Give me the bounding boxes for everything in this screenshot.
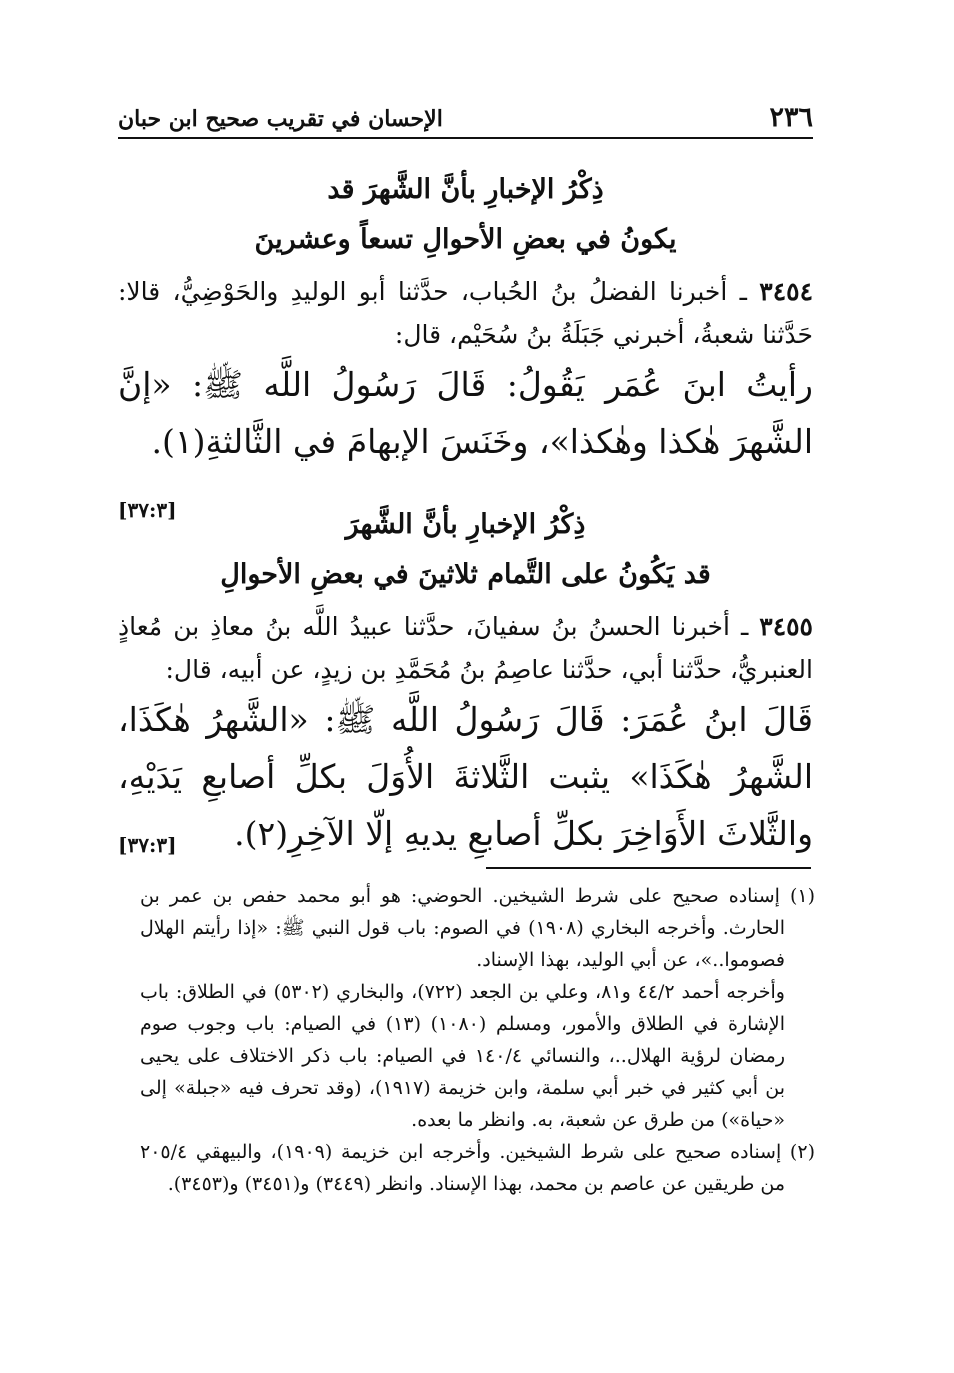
- footnote-1-continued: وأخرجه أحمد ٤٤/٢ و٨١، وعلي بن الجعد (٧٢٢)، والبخاري (٥٣٠٢) في الطلاق: باب الإشارة في الطلاق والأمور، ومسلم (١٠٨٠) (١٣) في الصيام: باب وجوب صوم رمضان لرؤية الهلال..، والنسائي ١٤٠/٤ في الصيام: باب ذكر الاختلاف على يحيى بن أبي كثير في خبر أبي سلمة، وابن خزيمة (١٩١٧)، (وقد تحرف فيه «جبلة» إلى «حياة») من طرق عن شعبة، به. وانظر ما بعده.: [140, 981, 786, 1131]
- matn-text: قَالَ ابنُ عُمَرَ: قَالَ رَسُولُ اللَّه ﷺ: «الشَّهرُ هٰكَذَا، الشَّهرُ هٰكَذَا» يثبت الثَّلاثةَ الأُوَلَ بكلِّ أصابعِ يَدَيْهِ، والثَّلاثَ الأَوَاخِرَ بكلِّ أصابعِ يديهِ إلّا الآخِرِ(٢).: [118, 700, 813, 853]
- hadith-matn: [118, 356, 813, 522]
- chapter-heading-2: [118, 500, 813, 600]
- volume-reference: [٣٧:٣]: [118, 833, 177, 857]
- footnote-divider: [486, 867, 811, 869]
- chapter-heading-line: يكونُ في بعضِ الأحوالِ تسعاً وعشرينَ: [254, 224, 677, 255]
- volume-reference: [٣٧:٣]: [118, 498, 177, 522]
- footnote-1: (١) إسناده صحيح على شرط الشيخين. الحوضي: هو أبو محمد حفص بن عمر بن الحارث. وأخرجه البخاري (١٩٠٨) في الصوم: باب قول النبي ﷺ: «إذا رأيتم الهلال فصوموا..»، عن أبي الوليد، بهذا الإسناد.: [140, 885, 815, 971]
- hadith-isnad: [118, 270, 813, 356]
- hadith-matn: [118, 691, 813, 862]
- matn-text: رأيتُ ابنَ عُمَر يَقُولُ: قَالَ رَسُولُ اللَّه ﷺ: «إنَّ الشَّهرَ هٰكذا وهٰكذا»، وخَنَسَ الإبهامَ في الثَّالثةِ(١).: [118, 365, 813, 461]
- hadith-isnad: [118, 605, 813, 691]
- header-divider: [118, 137, 813, 139]
- running-header: [118, 100, 813, 140]
- footnote-2: (٢) إسناده صحيح على شرط الشيخين. وأخرجه ابن خزيمة (١٩٠٩)، والبيهقي ٢٠٥/٤ من طريقين عن عاصم بن محمد، بهذا الإسناد. وانظر (٣٤٤٩) و(٣٤٥١) و(٣٤٥٣).: [140, 1141, 815, 1195]
- isnad-text: ـ أخبرنا الحسنُ بنُ سفيانَ، حدَّثنا عبيدُ اللَّه بنُ معاذِ بن مُعاذٍ العنبريُّ، حدَّثنا أبي، حدَّثنا عاصِمُ بنُ مُحَمَّدِ بن زيدٍ، عن أبيه، قال:: [118, 612, 813, 684]
- chapter-heading-1: [118, 165, 813, 265]
- chapter-heading-line: ذِكْرُ الإخبارِ بأنَّ الشَّهرَ قد: [327, 174, 604, 205]
- book-title: الإحسان في تقريب صحيح ابن حبان: [118, 106, 443, 132]
- hadith-3454: [118, 270, 813, 539]
- hadith-number: ٣٤٥٤: [759, 277, 813, 306]
- footnotes: [140, 880, 815, 1200]
- isnad-text: ـ أخبرنا الفضلُ بنُ الحُباب، حدَّثنا أبو الوليدِ والحَوْضِيُّ، قالا: حَدَّثنا شعبةُ، أخبرني جَبَلَةُ بنُ سُحَيْم، قال:: [118, 277, 813, 349]
- chapter-heading-line: قد يَكُونُ على التَّمام ثلاثينَ في بعضِ الأحوالِ: [220, 559, 711, 590]
- chapter-heading-line: ذِكْرُ الإخبارِ بأنَّ الشَّهرَ: [345, 509, 586, 540]
- hadith-number: ٣٤٥٥: [759, 612, 813, 641]
- hadith-3455: [118, 605, 813, 874]
- page-number: ٢٣٦: [769, 102, 813, 133]
